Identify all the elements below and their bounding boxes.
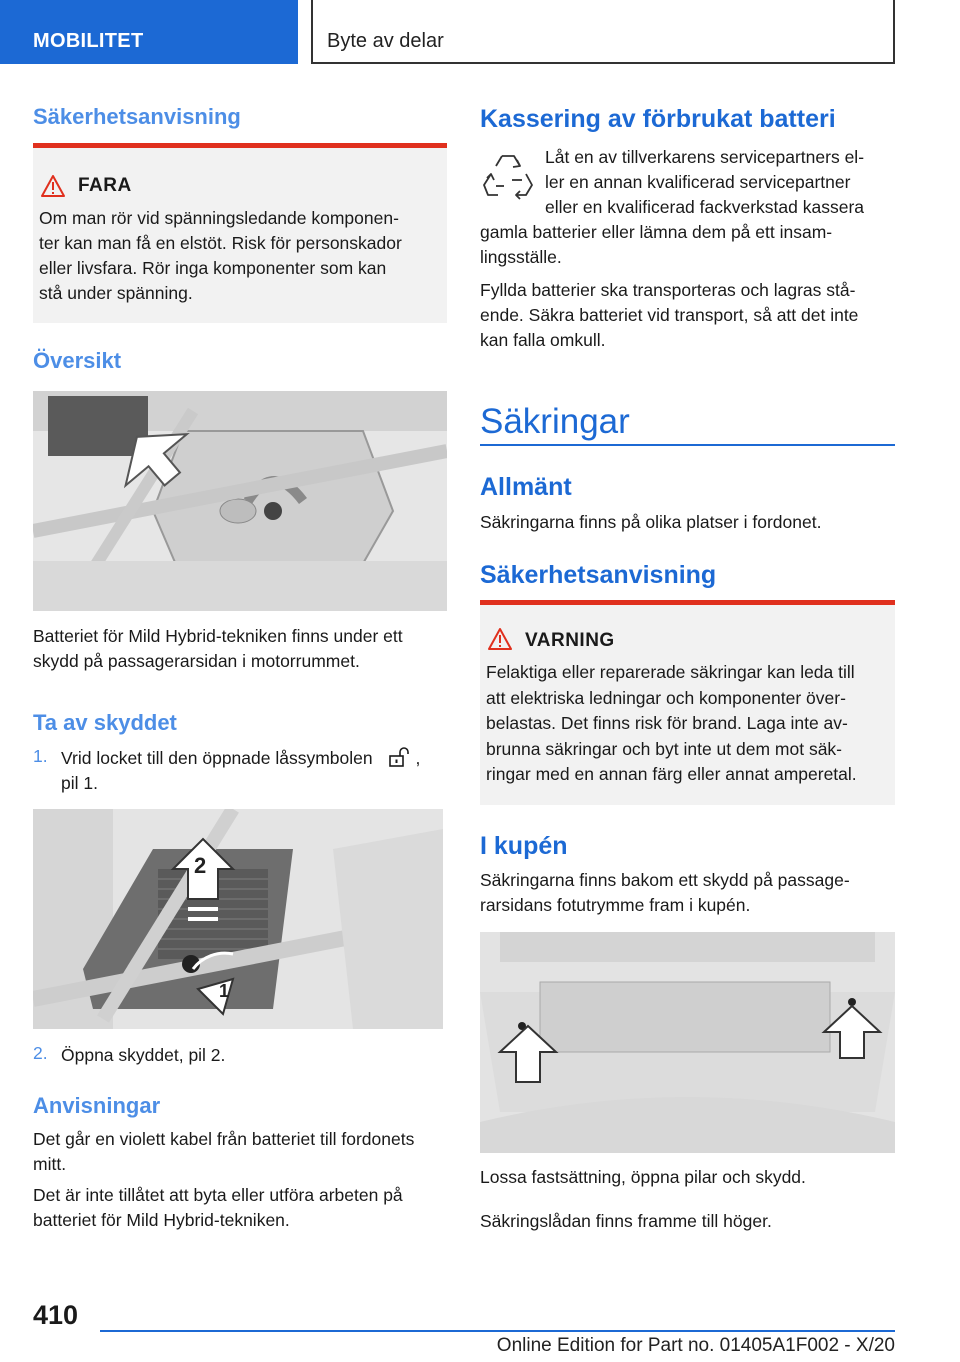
disposal-line: lingsställe. — [480, 247, 562, 267]
disposal-p2-line: Fyllda batterier ska transporteras och lagras stå- — [480, 280, 856, 300]
section-tab — [0, 0, 298, 64]
caption: Lossa fastsättning, öppna pilar och skydd. — [480, 1167, 806, 1187]
danger-line: ter kan man få en elstöt. Risk för personskador — [39, 233, 402, 253]
cabin-line: Säkringarna finns bakom ett skydd på passage- — [480, 870, 850, 890]
warning-triangle-icon — [487, 627, 513, 651]
danger-title: FARA — [78, 175, 132, 196]
section-divider — [480, 444, 895, 446]
warning-line: belastas. Det finns risk för brand. Laga inte av- — [486, 713, 848, 733]
step-number: 1. — [33, 746, 48, 766]
arrow-label-2: 2 — [194, 853, 207, 878]
step1-comma: , — [415, 748, 421, 768]
disposal-heading: Kassering av förbrukat batteri — [480, 105, 836, 133]
recycling-icon — [482, 150, 534, 202]
notes-line: batteriet för Mild Hybrid-tekniken. — [33, 1210, 290, 1230]
overview-heading: Översikt — [33, 348, 122, 373]
section-label: MOBILITET — [33, 30, 144, 52]
danger-line: Om man rör vid spänningsledande komponen- — [39, 208, 399, 228]
fuse-safety-heading: Säkerhetsanvisning — [480, 561, 717, 589]
chapter-tab — [311, 0, 895, 64]
notes-line: Det går en violett kabel från batteriet till fordonets — [33, 1129, 415, 1149]
general-text: Säkringarna finns på olika platser i fordonet. — [480, 512, 822, 532]
warning-line: Felaktiga eller reparerade säkringar kan leda till — [486, 662, 855, 682]
chapter-label: Byte av delar — [327, 30, 444, 52]
step-number: 2. — [33, 1043, 48, 1063]
warning-line: ringar med en annan färg eller annat amperetal. — [486, 764, 857, 784]
danger-line: eller livsfara. Rör inga komponenter som kan — [39, 258, 387, 278]
cabin-line: rarsidans fotutrymme fram i kupén. — [480, 895, 751, 915]
notes-line: mitt. — [33, 1154, 67, 1174]
fuses-heading: Säkringar — [480, 402, 630, 441]
disposal-line: ler en annan kvalificerad servicepartner — [545, 172, 851, 192]
safety-heading: Säkerhetsanvisning — [33, 104, 241, 129]
step1-text: Vrid locket till den öppnade låssymbolen — [61, 748, 373, 768]
disposal-line: gamla batterier eller lämna dem på ett insam- — [480, 222, 833, 242]
warning-line: att elektriska ledningar och komponenter över- — [486, 687, 846, 708]
notes-heading: Anvisningar — [33, 1093, 161, 1118]
danger-line: stå under spänning. — [39, 283, 193, 303]
overview-line: skydd på passagerarsidan i motorrummet. — [33, 651, 360, 671]
footwell-photo — [480, 932, 895, 1153]
warning-triangle-icon — [40, 174, 66, 198]
disposal-line: Låt en av tillverkarens servicepartners el- — [545, 147, 865, 167]
caption: Säkringslådan finns framme till höger. — [480, 1211, 772, 1231]
disposal-p2-line: kan falla omkull. — [480, 330, 606, 350]
danger-box — [33, 143, 447, 323]
overview-line: Batteriet för Mild Hybrid-tekniken finns under ett — [33, 626, 403, 646]
warning-title: VARNING — [525, 630, 615, 651]
disposal-line: eller en kvalificerad fackverkstad kassera — [545, 197, 865, 217]
footer-divider — [100, 1330, 895, 1332]
edition-info: Online Edition for Part no. 01405A1F002 - X/20 — [496, 1335, 895, 1356]
arrow-label-1: 1 — [219, 981, 230, 1001]
page-number: 410 — [33, 1300, 79, 1330]
battery-cover-photo — [33, 809, 443, 1029]
disposal-p2-line: ende. Säkra batteriet vid transport, så att det inte — [480, 305, 859, 325]
general-heading: Allmänt — [480, 473, 572, 501]
notes-line: Det är inte tillåtet att byta eller utföra arbeten på — [33, 1185, 403, 1205]
engine-bay-photo — [33, 391, 447, 611]
unlocked-padlock-icon — [388, 747, 410, 767]
step2-text: Öppna skyddet, pil 2. — [61, 1045, 226, 1065]
warning-box — [480, 600, 895, 805]
remove-cover-heading: Ta av skyddet — [33, 710, 177, 735]
warning-line: brunna säkringar och byt inte ut dem mot säk- — [486, 738, 843, 759]
step1-text-cont: pil 1. — [61, 773, 98, 793]
cabin-heading: I kupén — [480, 832, 568, 860]
